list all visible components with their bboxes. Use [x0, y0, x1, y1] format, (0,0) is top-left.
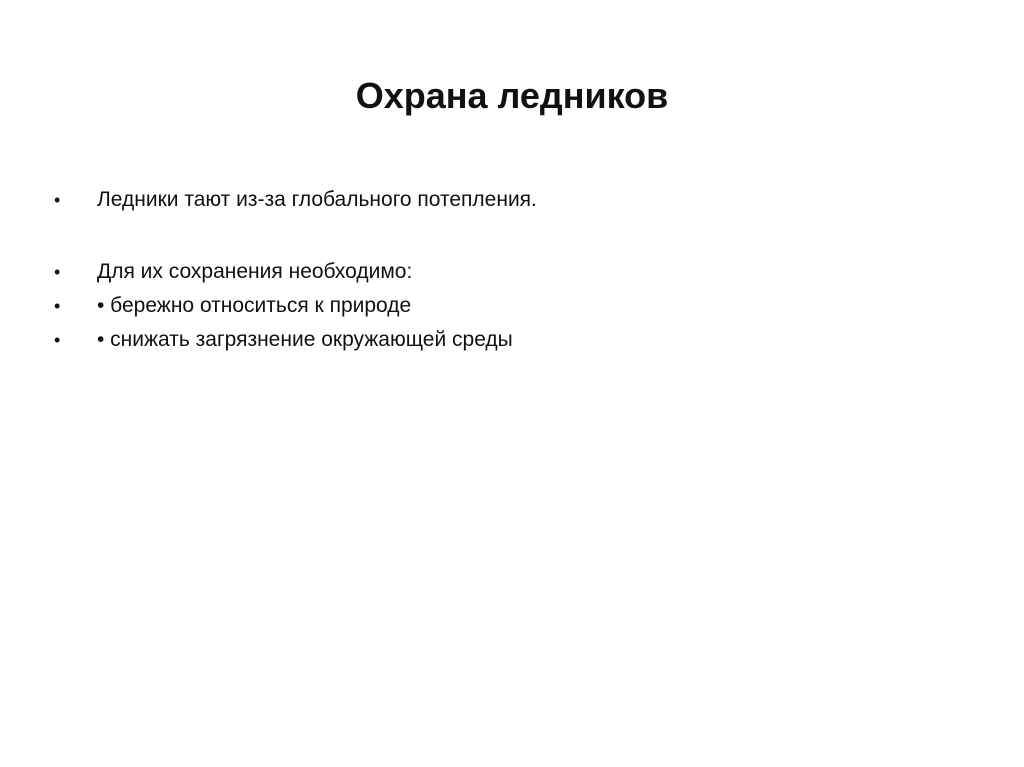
bullet-text: Ледники тают из-за глобального потепления.: [97, 188, 537, 211]
bullet-text: • бережно относиться к природе: [97, 294, 412, 317]
list-item: [54, 255, 974, 289]
bullet-icon: •: [54, 262, 61, 282]
bullet-text: Для их сохранения необходимо:: [97, 260, 413, 283]
list-item: [54, 323, 974, 357]
list-item: [54, 183, 974, 217]
slide-title: Охрана ледников: [355, 75, 669, 116]
bullet-icon: •: [54, 190, 61, 210]
bullet-list: [54, 183, 974, 357]
bullet-icon: •: [54, 330, 61, 350]
bullet-text: • снижать загрязнение окружающей среды: [97, 328, 513, 351]
list-item: [54, 289, 974, 323]
bullet-icon: •: [54, 296, 61, 316]
